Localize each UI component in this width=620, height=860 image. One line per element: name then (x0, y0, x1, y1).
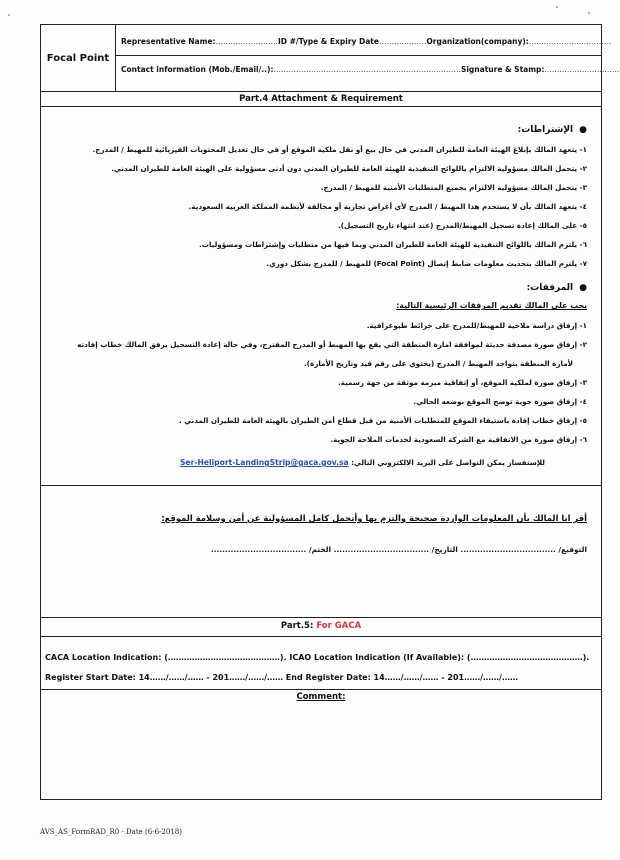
contact-label: Contact information (Mob./Email/..): (121, 65, 274, 74)
scan-speck (588, 12, 590, 14)
header-row-divider (115, 55, 601, 56)
part5-title (41, 619, 601, 633)
condition-item: ٥- على المالك إعادة تسجيل المهبط/المدرج (عند انتهاء تاريخ التسجيل). (338, 221, 587, 230)
attachments-heading: ●المرفقات: (526, 283, 587, 293)
attachment-item: ٢- إرفاق صورة مصدقة حديثة لموافقة امارة المنطقة التي يقع بها المهبط أو المدرج المقترح، وفي حالة إعادة التسجيل يرفق المالك خطاب إفادته (77, 340, 587, 349)
attachment-item: ٤- إرفاق صورة جوية توضح الموقع بوضعه الحالي. (413, 397, 587, 406)
header-divider (115, 25, 116, 91)
location-indication-line[interactable]: CACA Location Indication: (……………………………………). ICAO Location Indication (If Available): (……………………………………). (45, 653, 590, 662)
condition-item: ٧- يلتزم المالك بتحديث معلومات ضابط إتصال (Focal Point) للمهبط / للمدرج بشكل دوري. (266, 259, 587, 268)
comment-label: Comment: (296, 692, 346, 702)
focal-point-label: Focal Point (46, 52, 110, 64)
contact-row (121, 65, 620, 74)
owner-acknowledgement: أقر انا المالك بأن المعلومات الواردة صحيحة والتزم بها وأتحمل كامل المسؤولية عن أمن وسلامة الموقع: (161, 513, 587, 523)
divider (41, 636, 601, 637)
bullet-icon: ● (579, 125, 587, 135)
attachment-item: ١- إرفاق دراسة ملاحية للمهبط/للمدرج على خرائط طبوغرافية. (366, 321, 587, 330)
rep-name-label: Representative Name: (121, 37, 216, 46)
contact-field[interactable]: ………………………………………………………………… (273, 65, 461, 74)
id-label: ID #/Type & Expiry Date (277, 37, 379, 46)
scan-speck (8, 14, 10, 16)
register-dates-line[interactable]: Register Start Date: 14……/……/…… - 201……/……/…… End Register Date: 14……/……/…… - 201……/……/…… (45, 673, 518, 682)
condition-item: ٣- يتحمل المالك مسؤولية الالتزام بجميع المتطلبات الأمنية للمهبط / المدرج. (320, 183, 587, 192)
divider (41, 689, 601, 690)
scan-speck (556, 6, 558, 8)
bullet-icon: ● (579, 283, 587, 293)
inquiry-text: للإستفسار يمكن التواصل على البريد الالكتروني التالي: (351, 458, 545, 467)
divider (41, 617, 601, 618)
org-label: Organization(company): (426, 37, 529, 46)
form-footer-code: AVS_AS_FormRAD_R0 - Date (6-6-2018) (40, 828, 182, 836)
contact-email-link[interactable]: Ser-Heliport-LandingStrip@gaca.gov.sa (179, 458, 349, 467)
signature-date-stamp-line[interactable]: التوقيع/ .................................. التاريخ/ .................................. الختم/ .................................. (210, 545, 587, 554)
attachment-item: ٣- إرفاق صورة لملكية الموقع، أو إتفاقية مبرمة موثقة من جهة رسمية. (338, 378, 587, 387)
representative-row (121, 37, 612, 46)
condition-item: ٤- يتعهد المالك بأن لا يستخدم هذا المهبط / المدرج لأي أغراض تجارية أو مخالفة لأنظمة المملكة العربية السعودية. (188, 202, 587, 211)
org-field[interactable]: …………………………… (528, 37, 612, 46)
conditions-heading: ●الإشتراطات: (517, 125, 587, 135)
condition-item: ١- يتعهد المالك بإبلاغ الهيئة العامة للطيران المدني في حال بيع أو نقل ملكية الموقع أو في حال تعديل المحتويات الفيزيائية للمهبط / المدرج. (92, 145, 587, 154)
inquiry-line (180, 458, 545, 467)
id-field[interactable]: ………………. (378, 37, 427, 46)
part4-title: Part.4 Attachment & Requirement (239, 94, 403, 104)
condition-item: ٢- يتحمل المالك مسؤولية الالتزام باللوائح التنفيذية للهيئة العامة للطيران المدني دون أدنى مسؤولية على الهيئة العامة للطيران المدني. (111, 164, 587, 173)
rep-name-field[interactable]: ……………………. (215, 37, 278, 46)
signature-label: Signature & Stamp: (460, 65, 545, 74)
attachment-item: ٦- إرفاق صورة من الاتفاقية مع الشركة السعودية لخدمات الملاحة الجوية. (330, 435, 587, 444)
attachment-item: لأمارة المنطقة بتواجد المهبط / المدرج (يحتوي على رقم قيد وتاريخ الأمارة). (303, 359, 573, 368)
signature-field[interactable]: ………………………… (544, 65, 620, 74)
attachment-item: ٥- إرفاق خطاب إفادة باستيفاء الموقع للمتطلبات الأمنية من قبل قطاع أمن الطيران بالهيئة العامة للطيران المدني . (178, 416, 587, 425)
part5-for-gaca: For GACA (316, 621, 362, 631)
part5-label: Part.5: (280, 621, 314, 631)
divider (41, 485, 601, 486)
divider (41, 106, 601, 107)
attachments-subheading: يجب على المالك تقديم المرفقات الرئيسية التالية: (396, 301, 587, 310)
form-frame (40, 24, 620, 800)
condition-item: ٦- يلتزم المالك باللوائح التنفيذية للهيئة العامة للطيران المدني وبما فيها من متطلبات وإشتراطات ومسؤوليات. (199, 240, 587, 249)
